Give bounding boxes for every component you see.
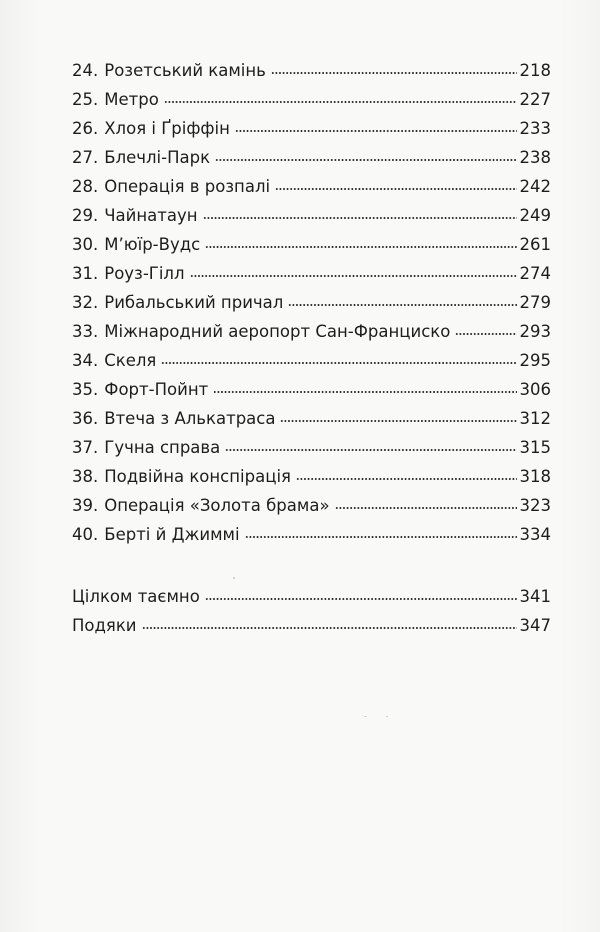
chapter-title: Гучна справа: [104, 438, 221, 457]
chapter-number: 25.: [72, 90, 99, 109]
toc-entry[interactable]: [72, 85, 551, 114]
chapter-title: Хлоя і Ґріффін: [104, 119, 230, 138]
dot-leader: [245, 522, 517, 540]
chapter-number: 28.: [72, 177, 99, 196]
chapter-number: 38.: [72, 467, 99, 486]
dot-leader: [271, 58, 517, 76]
chapter-number: 37.: [72, 438, 99, 457]
chapter-title: М’юїр-Вудс: [104, 235, 201, 254]
page-number: 347: [519, 616, 551, 635]
page-number: 293: [519, 322, 551, 341]
page-number: 315: [519, 438, 551, 457]
chapter-title: Форт-Пойнт: [104, 380, 209, 399]
chapter-number: 35.: [72, 380, 99, 399]
chapter-title: Операція «Золота брама»: [104, 496, 330, 515]
toc-entry[interactable]: [72, 520, 551, 549]
toc-entry-back-matter[interactable]: [72, 582, 551, 611]
dot-leader: [161, 348, 516, 366]
page-number: 227: [519, 90, 551, 109]
chapter-number: 34.: [72, 351, 99, 370]
chapter-title: Скеля: [104, 351, 157, 370]
toc-entry[interactable]: [72, 230, 551, 259]
section-title: Подяки: [72, 616, 137, 635]
toc-entry[interactable]: [72, 288, 551, 317]
chapter-title: Рибальський причал: [104, 293, 284, 312]
paper-speck: [386, 716, 388, 717]
dot-leader: [280, 406, 516, 424]
chapter-number: 33.: [72, 322, 99, 341]
dot-leader: [235, 116, 517, 134]
section-spacer: [72, 549, 551, 582]
toc-entry[interactable]: [72, 201, 551, 230]
toc-entry[interactable]: [72, 172, 551, 201]
chapter-title: Операція в розпалі: [104, 177, 271, 196]
chapter-number: 39.: [72, 496, 99, 515]
page-number: 233: [519, 119, 551, 138]
dot-leader: [225, 435, 516, 453]
toc-entry[interactable]: [72, 56, 551, 85]
page-number: 318: [519, 467, 551, 486]
dot-leader: [335, 493, 517, 511]
chapter-title: Розетський камінь: [104, 61, 266, 80]
chapter-number: 29.: [72, 206, 99, 225]
page-number: 312: [519, 409, 551, 428]
chapter-number: 31.: [72, 264, 99, 283]
chapter-title: Берті й Джиммі: [104, 525, 240, 544]
chapter-number: 26.: [72, 119, 99, 138]
chapter-title: Подвійна конспірація: [104, 467, 291, 486]
toc-entry[interactable]: [72, 404, 551, 433]
toc-entry[interactable]: [72, 259, 551, 288]
chapter-number: 40.: [72, 525, 99, 544]
dot-leader: [215, 145, 516, 163]
page-number: 218: [519, 61, 551, 80]
toc-entry[interactable]: [72, 462, 551, 491]
dot-leader: [455, 319, 516, 337]
chapter-number: 30.: [72, 235, 99, 254]
chapter-title: Втеча з Алькатраса: [104, 409, 276, 428]
chapter-title: Метро: [104, 90, 159, 109]
page-number: 323: [519, 496, 551, 515]
page-number: 341: [519, 587, 551, 606]
chapter-title: Роуз-Гілл: [104, 264, 185, 283]
chapter-number: 24.: [72, 61, 99, 80]
dot-leader: [296, 464, 517, 482]
page-number: 306: [519, 380, 551, 399]
toc-entry[interactable]: [72, 317, 551, 346]
dot-leader: [205, 584, 517, 602]
toc-entry[interactable]: [72, 375, 551, 404]
toc-entry-back-matter[interactable]: [72, 611, 551, 640]
dot-leader: [288, 290, 516, 308]
toc-entry[interactable]: [72, 491, 551, 520]
toc-entry[interactable]: [72, 143, 551, 172]
section-title: Цілком таємно: [72, 587, 200, 606]
page-number: 295: [519, 351, 551, 370]
chapter-title: Чайнатаун: [104, 206, 198, 225]
chapter-title: Міжнародний аеропорт Сан-Франциско: [104, 322, 451, 341]
chapter-number: 32.: [72, 293, 99, 312]
page-number: 249: [519, 206, 551, 225]
dot-leader: [205, 232, 516, 250]
table-of-contents: [72, 56, 551, 640]
chapter-number: 36.: [72, 409, 99, 428]
dot-leader: [164, 87, 517, 105]
dot-leader: [213, 377, 516, 395]
dot-leader: [275, 174, 516, 192]
page-number: 279: [519, 293, 551, 312]
dot-leader: [190, 261, 517, 279]
page-number: 334: [519, 525, 551, 544]
dot-leader: [203, 203, 517, 221]
chapter-title: Блечлі-Парк: [104, 148, 211, 167]
page-number: 274: [519, 264, 551, 283]
paper-speck: [364, 716, 367, 717]
page-number: 242: [519, 177, 551, 196]
toc-entry[interactable]: [72, 114, 551, 143]
toc-entry[interactable]: [72, 346, 551, 375]
chapter-number: 27.: [72, 148, 99, 167]
dot-leader: [142, 613, 517, 631]
page-number: 238: [519, 148, 551, 167]
paper-speck: [233, 577, 235, 579]
toc-entry[interactable]: [72, 433, 551, 462]
page-number: 261: [519, 235, 551, 254]
